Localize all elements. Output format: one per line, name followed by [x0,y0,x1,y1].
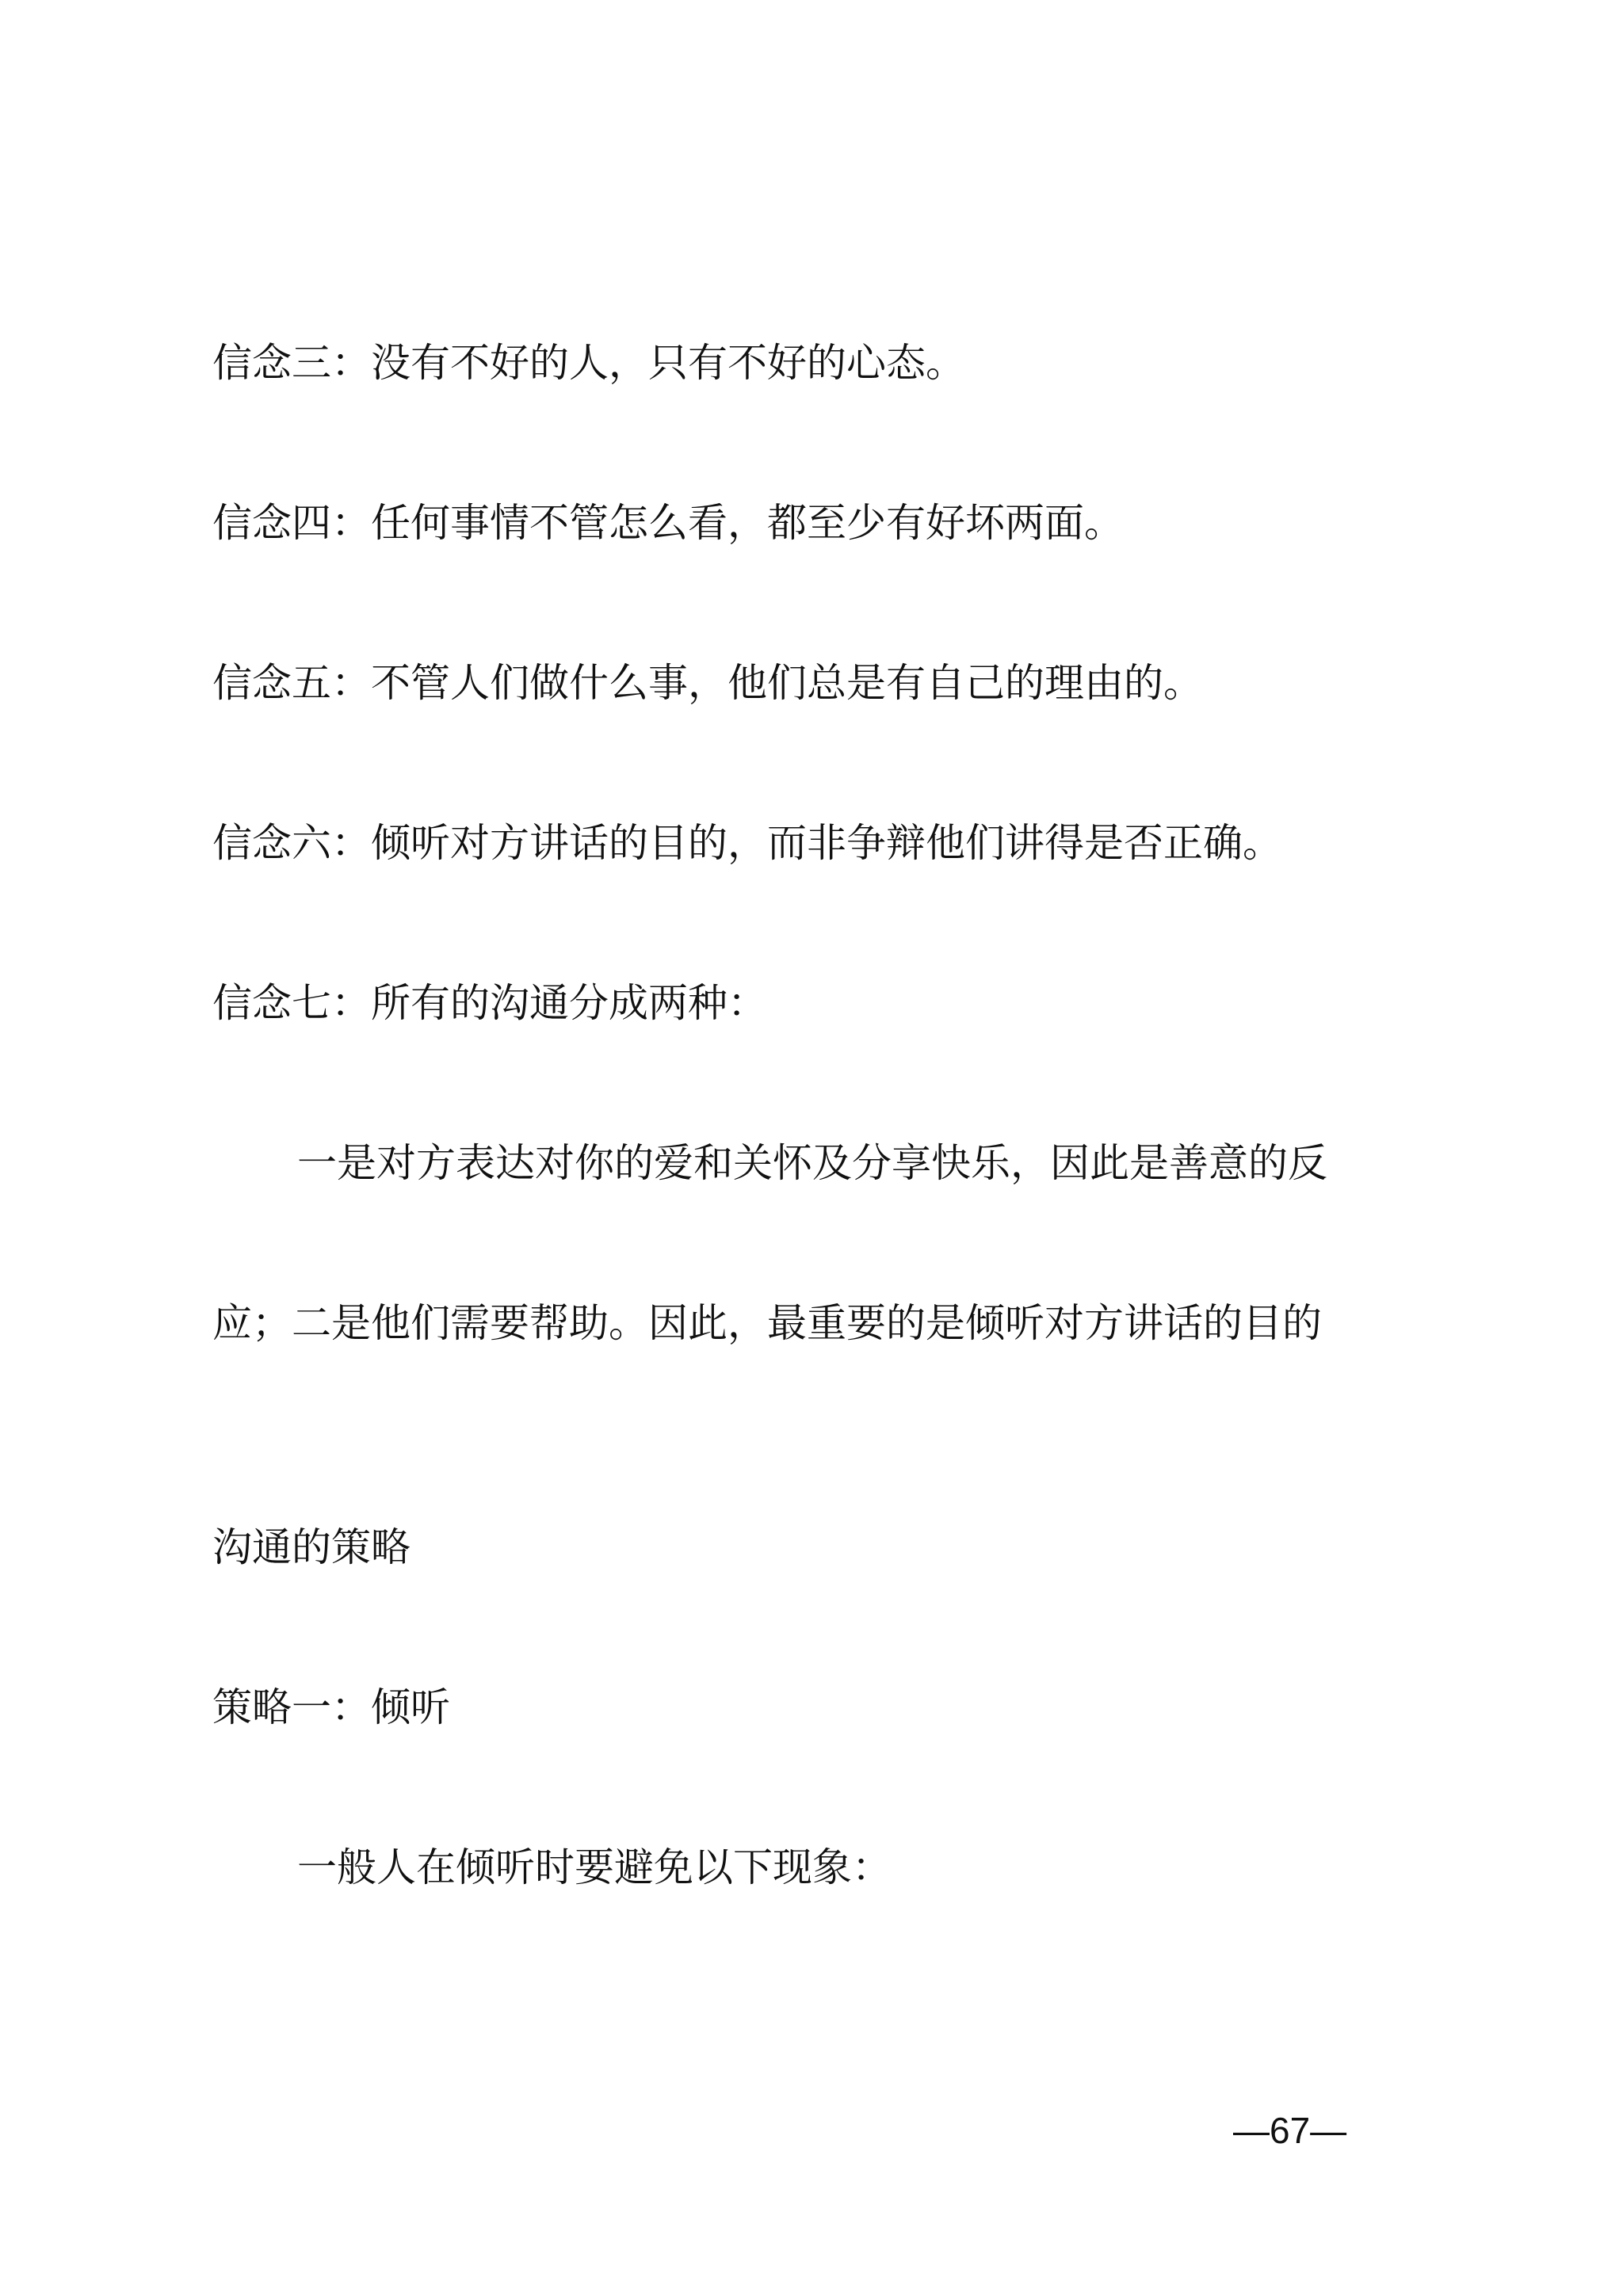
page-number: —67— [1233,2110,1347,2151]
belief-seven: 信念七：所有的沟通分成两种： [212,980,767,1026]
section-heading: 沟通的策略 [212,1524,411,1570]
belief-four: 信念四：任何事情不管怎么看，都至少有好坏两面。 [212,500,1124,546]
belief-five: 信念五：不管人们做什么事，他们总是有自己的理由的。 [212,660,1203,706]
strategy-one-heading: 策略一：倾听 [212,1684,450,1730]
paragraph-line-2: 应；二是他们需要帮助。因此，最重要的是倾听对方讲话的目的 [212,1300,1322,1346]
belief-three: 信念三：没有不好的人，只有不好的心态。 [212,340,965,386]
belief-six: 信念六：倾听对方讲话的目的，而非争辩他们讲得是否正确。 [212,820,1282,866]
paragraph-line-3: 一般人在倾听时要避免以下现象： [297,1844,892,1890]
paragraph-line-1: 一是对方表达对你的爱和关怀及分享快乐，因此是善意的反 [297,1140,1327,1186]
